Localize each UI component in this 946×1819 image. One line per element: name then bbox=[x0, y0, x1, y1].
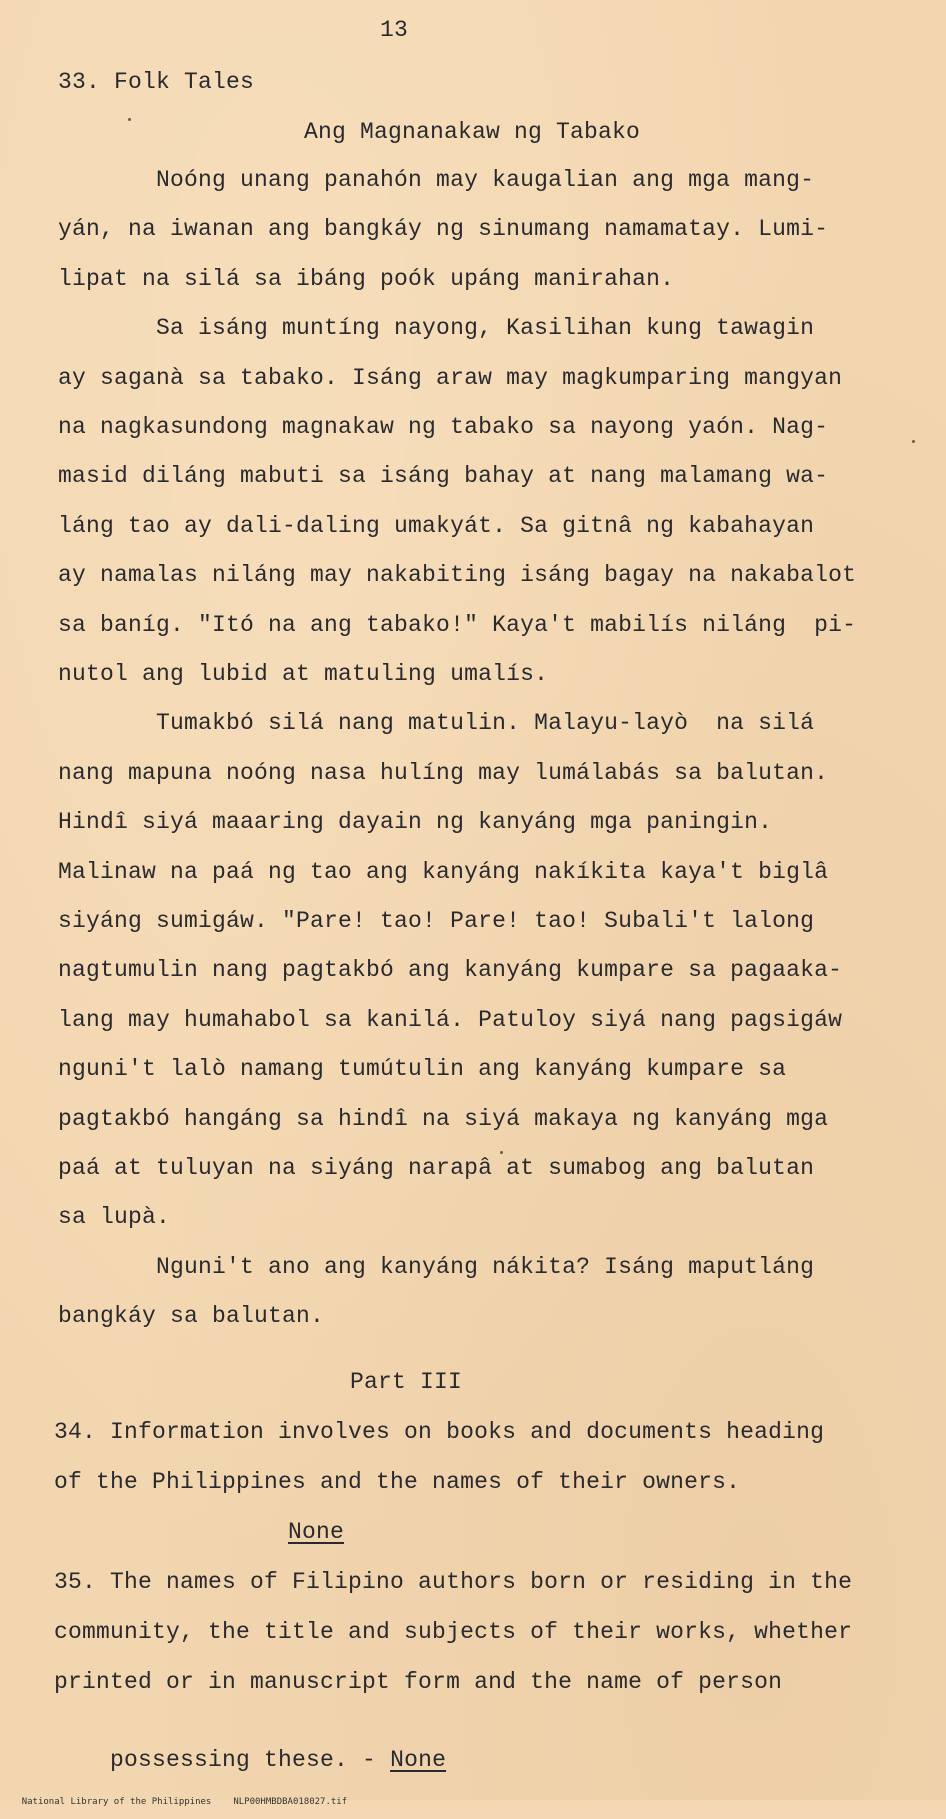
item-34-answer: None bbox=[288, 1519, 345, 1545]
story-line: Hindî siyá maaaring dayain ng kanyáng mga paningin. bbox=[58, 809, 773, 836]
story-line: Tumakbó silá nang matulin. Malayu-layò na silá bbox=[58, 710, 815, 737]
section-heading: 33. Folk Tales bbox=[58, 69, 255, 95]
footer-file: NLP00HMBDBA018027.tif bbox=[233, 1797, 348, 1807]
story-line: siyáng sumigáw. "Pare! tao! Pare! tao! Subali't lalong bbox=[58, 908, 815, 934]
item-35-last-prefix: possessing these. - bbox=[110, 1747, 391, 1773]
story-line: lang may humahabol sa kanilá. Patuloy siyá nang pagsigáw bbox=[58, 1006, 843, 1033]
paper-speck bbox=[912, 440, 915, 443]
story-line: nguni't lalò namang tumútulin ang kanyáng kumpare sa bbox=[58, 1056, 787, 1083]
story-line: ay saganà sa tabako. Isáng araw may magkumparing mangyan bbox=[58, 364, 843, 391]
story-line: Malinaw na paá ng tao ang kanyáng nakíkita kaya't biglâ bbox=[58, 858, 829, 885]
story-line: sa lupà. bbox=[58, 1204, 171, 1231]
story-line: sa baníg. "Itó na ang tabako!" Kaya't mabilís niláng pi- bbox=[58, 611, 857, 638]
part-heading: Part III bbox=[350, 1369, 463, 1395]
story-line: nang mapuna noóng nasa hulíng may lumálabás sa balutan. bbox=[58, 759, 829, 786]
scan-footer bbox=[0, 1786, 369, 1819]
item-35-answer: None bbox=[390, 1747, 447, 1773]
item-35-line: community, the title and subjects of their works, whether bbox=[54, 1619, 853, 1645]
story-line: yán, na iwanan ang bangkáy ng sinumang namamatay. Lumi- bbox=[58, 216, 829, 243]
story-line: Noóng unang panahón may kaugalian ang mga mang- bbox=[58, 167, 815, 193]
story-line: Nguni't ano ang kanyáng nákita? Isáng maputláng bbox=[58, 1253, 815, 1280]
story-line: lipat na silá sa ibáng poók upáng manirahan. bbox=[58, 265, 675, 292]
story-line: nagtumulin nang pagtakbó ang kanyáng kumpare sa pagaaka- bbox=[58, 957, 843, 984]
story-title: Ang Magnanakaw ng Tabako bbox=[304, 119, 641, 145]
page-number: 13 bbox=[380, 17, 409, 43]
item-35-line: printed or in manuscript form and the name of person bbox=[54, 1669, 783, 1695]
item-35-line: 35. The names of Filipino authors born or residing in the bbox=[54, 1569, 853, 1595]
story-line: paá at tuluyan na siyáng narapâ at sumabog ang balutan bbox=[58, 1155, 815, 1181]
story-line: pagtakbó hangáng sa hindî na siyá makaya ng kanyáng mga bbox=[58, 1105, 829, 1132]
story-line: Sa isáng muntíng nayong, Kasilihan kung tawagin bbox=[58, 315, 815, 342]
item-34-line: of the Philippines and the names of their owners. bbox=[54, 1469, 741, 1495]
story-line: láng tao ay dali-daling umakyát. Sa gitnâ ng kabahayan bbox=[58, 512, 815, 539]
paper-speck bbox=[500, 1151, 503, 1154]
paper-speck bbox=[128, 118, 131, 121]
story-line: ay namalas niláng may nakabiting isáng bagay na nakabalot bbox=[58, 562, 857, 589]
footer-library: National Library of the Philippines bbox=[21, 1797, 212, 1807]
story-line: masid diláng mabuti sa isáng bahay at nang malamang wa- bbox=[58, 463, 829, 490]
item-34-line: 34. Information involves on books and documents heading bbox=[54, 1419, 825, 1445]
story-line: na nagkasundong magnakaw ng tabako sa nayong yaón. Nag- bbox=[58, 414, 829, 440]
story-line: bangkáy sa balutan. bbox=[58, 1303, 325, 1330]
story-line: nutol ang lubid at matuling umalís. bbox=[58, 661, 549, 687]
